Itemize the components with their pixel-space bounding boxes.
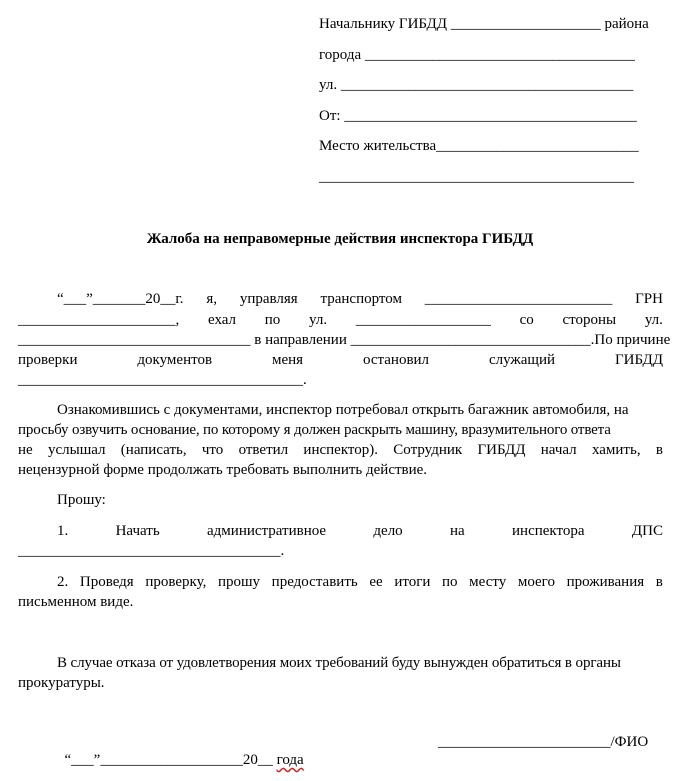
item2-row2: письменном виде.	[18, 594, 134, 610]
footer-signature: _______________________/ФИО	[438, 734, 649, 750]
final-row2: прокуратуры.	[18, 675, 105, 691]
item1-w: Начать	[115, 523, 160, 539]
p2-w: ГИБДД	[477, 442, 526, 458]
item2-row1	[57, 573, 663, 591]
item1-w: инспектора	[512, 523, 585, 539]
item2-w: моего	[517, 574, 555, 590]
p1-w: ГИБДД	[614, 352, 663, 368]
document-title: Жалоба на неправомерные действия инспектора ГИБДД	[146, 231, 534, 247]
p2-w: ответил	[238, 442, 289, 458]
p2-w: начал	[540, 442, 577, 458]
p1-w: По причине	[594, 332, 671, 348]
p1-w: ехал	[207, 312, 237, 328]
p2-w: Сотрудник	[393, 442, 463, 458]
p1-w: _____________________,	[18, 312, 180, 328]
header-line-residence: Место жительства___________________________	[319, 138, 639, 154]
p1-w: со	[519, 312, 534, 328]
item2-w: Проведя	[79, 574, 134, 590]
p2-w: не	[18, 442, 33, 458]
p1-w: документов	[137, 352, 213, 368]
p2-w: услышал	[47, 442, 106, 458]
p1-w: по	[264, 312, 281, 328]
item2-w: ее	[369, 574, 383, 590]
p1-w: остановил	[362, 352, 430, 368]
p1-w: проверки	[18, 352, 78, 368]
p1-w: я,	[206, 291, 217, 307]
final-row1: В случае отказа от удовлетворения моих требований буду вынужден обратиться в органы	[57, 655, 621, 671]
p2-w: (написать,	[120, 442, 187, 458]
header-line-extra: __________________________________________	[319, 169, 634, 185]
item2-w: 2.	[57, 574, 69, 590]
p1-w: ул.	[644, 312, 663, 328]
item1-w: 1.	[57, 523, 69, 539]
footer-date-word: года	[276, 752, 304, 768]
p1-w: транспортом	[320, 291, 402, 307]
item2-w: проживания	[566, 574, 645, 590]
item2-w: итоги	[394, 574, 431, 590]
p1-w: “___”_______20__г.	[57, 291, 184, 307]
p1-row1	[57, 290, 663, 308]
footer-date-prefix: “___”___________________20__	[64, 752, 277, 768]
p1-w: _______________________________ в направлении ________________________________.	[18, 332, 595, 348]
p2-w: инспектор).	[303, 442, 379, 458]
item1-row1	[57, 522, 663, 540]
request-heading: Прошу:	[57, 492, 106, 508]
item2-w: в	[655, 574, 663, 590]
item1-row2: ___________________________________.	[18, 543, 285, 559]
p1-w: __________________	[355, 312, 491, 328]
p1-row4	[18, 351, 663, 369]
p1-row3	[18, 331, 671, 349]
header-line-chief: Начальнику ГИБДД ____________________ района	[319, 16, 649, 32]
item2-w: проверку,	[145, 574, 207, 590]
p1-row2	[18, 311, 663, 329]
p1-w: _________________________	[424, 291, 613, 307]
p2-row3	[18, 441, 663, 459]
p2-row1	[57, 401, 663, 419]
item2-w: по	[442, 574, 458, 590]
p1-w: управляя	[239, 291, 298, 307]
item1-w: ДПС	[631, 523, 663, 539]
p2-w: в	[655, 442, 663, 458]
p2-w: что	[201, 442, 224, 458]
header-line-city: города ____________________________________	[319, 47, 635, 63]
p1-w: служащий	[488, 352, 556, 368]
header-line-from: От: _______________________________________	[319, 108, 637, 124]
p1-row5: ______________________________________.	[18, 372, 307, 388]
item1-w: дело	[373, 523, 403, 539]
p2-w: Ознакомившись с документами, инспектор потребовал открыть багажник автомобиля, на	[57, 402, 629, 418]
p1-w: ул.	[309, 312, 328, 328]
p1-w: меня	[271, 352, 304, 368]
p2-w: хамить,	[591, 442, 641, 458]
p1-w: ГРН	[635, 291, 663, 307]
p2-row4: нецензурной форме продолжать требовать выполнить действие.	[18, 462, 428, 478]
header-line-street: ул. _______________________________________	[319, 77, 634, 93]
item2-w: прошу	[217, 574, 261, 590]
item1-w: на	[450, 523, 465, 539]
p1-w: стороны	[562, 312, 617, 328]
item2-w: предоставить	[271, 574, 358, 590]
p2-row2: просьбу озвучить основание, по которому я должен раскрыть машину, вразумительного ответа	[18, 422, 611, 438]
item2-w: месту	[469, 574, 507, 590]
item1-w: административное	[207, 523, 327, 539]
footer-date	[57, 733, 304, 769]
